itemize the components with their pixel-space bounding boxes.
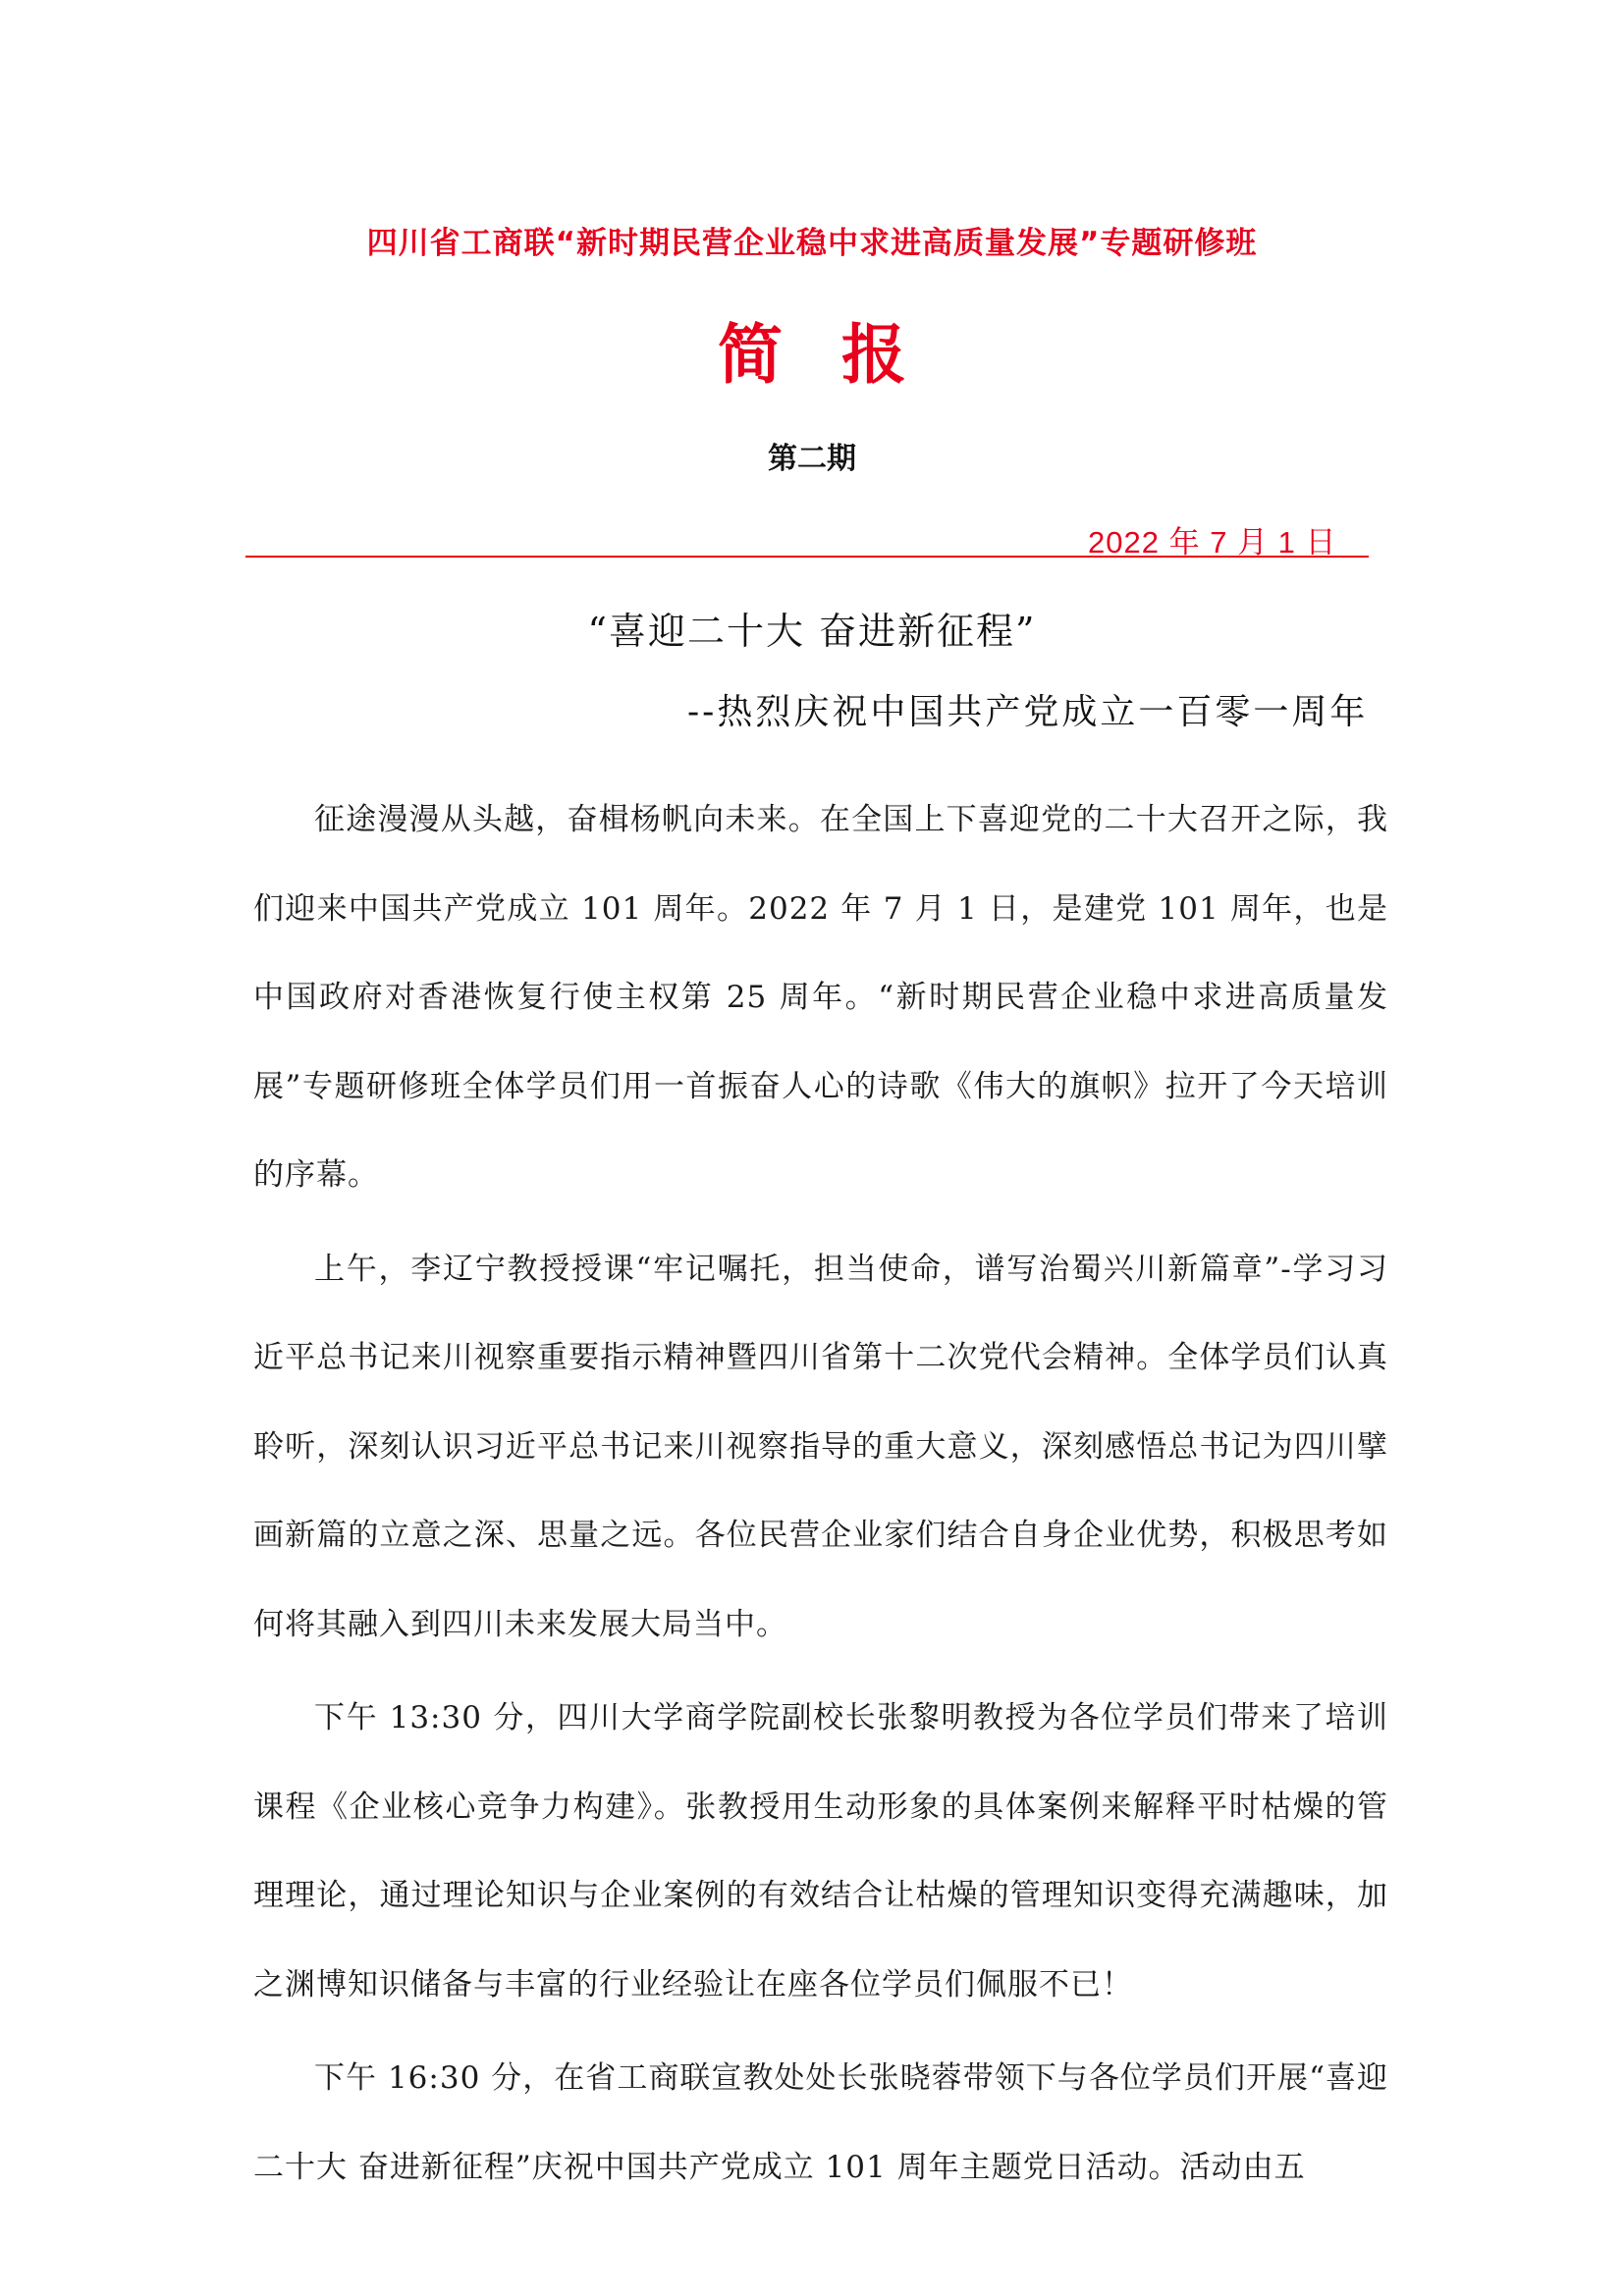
issue-number: 第二期 xyxy=(768,442,856,476)
article-title: “喜迎二十大 奋进新征程” xyxy=(587,610,1037,653)
paragraph: 征途漫漫从头越，奋楫杨帆向未来。在全国上下喜迎党的二十大召开之际，我们迎来中国共产党成立 101 周年。2022 年 7 月 1 日，是建党 101 周年，也是中国政府对香港恢复行使主权第 25 周年。“新时期民营企业稳中求进高质量发展”专题研修班全体学员们用一首振奋人心的诗歌《伟大的旗帜》拉开了今天培训的序幕。 xyxy=(253,802,1388,1193)
red-divider xyxy=(245,556,1369,558)
organization-header: 四川省工商联“新时期民营企业稳中求进高质量发展”专题研修班 xyxy=(366,226,1258,261)
article-subtitle: --热烈庆祝中国共产党成立一百零一周年 xyxy=(687,692,1369,732)
bulletin-title: 简报 xyxy=(718,316,965,393)
issue-date: 2022 年 7 月 1 日 xyxy=(1088,525,1337,560)
article-body xyxy=(253,775,1388,2216)
paragraph: 下午 13:30 分，四川大学商学院副校长张黎明教授为各位学员们带来了培训课程《企业核心竞争力构建》。张教授用生动形象的具体案例来解释平时枯燥的管理理论，通过理论知识与企业案例的有效结合让枯燥的管理知识变得充满趣味，加之渊博知识储备与丰富的行业经验让在座各位学员们佩服不已！ xyxy=(253,1700,1388,2002)
paragraph: 上午，李辽宁教授授课“牢记嘱托，担当使命，谱写治蜀兴川新篇章”-学习习近平总书记来川视察重要指示精神暨四川省第十二次党代会精神。全体学员们认真聆听，深刻认识习近平总书记来川视察指导的重大意义，深刻感悟总书记为四川擘画新篇的立意之深、思量之远。各位民营企业家们结合自身企业优势，积极思考如何将其融入到四川未来发展大局当中。 xyxy=(253,1251,1388,1642)
paragraph: 下午 16:30 分，在省工商联宣教处处长张晓蓉带领下与各位学员们开展“喜迎二十大 奋进新征程”庆祝中国共产党成立 101 周年主题党日活动。活动由五 xyxy=(253,2060,1388,2185)
